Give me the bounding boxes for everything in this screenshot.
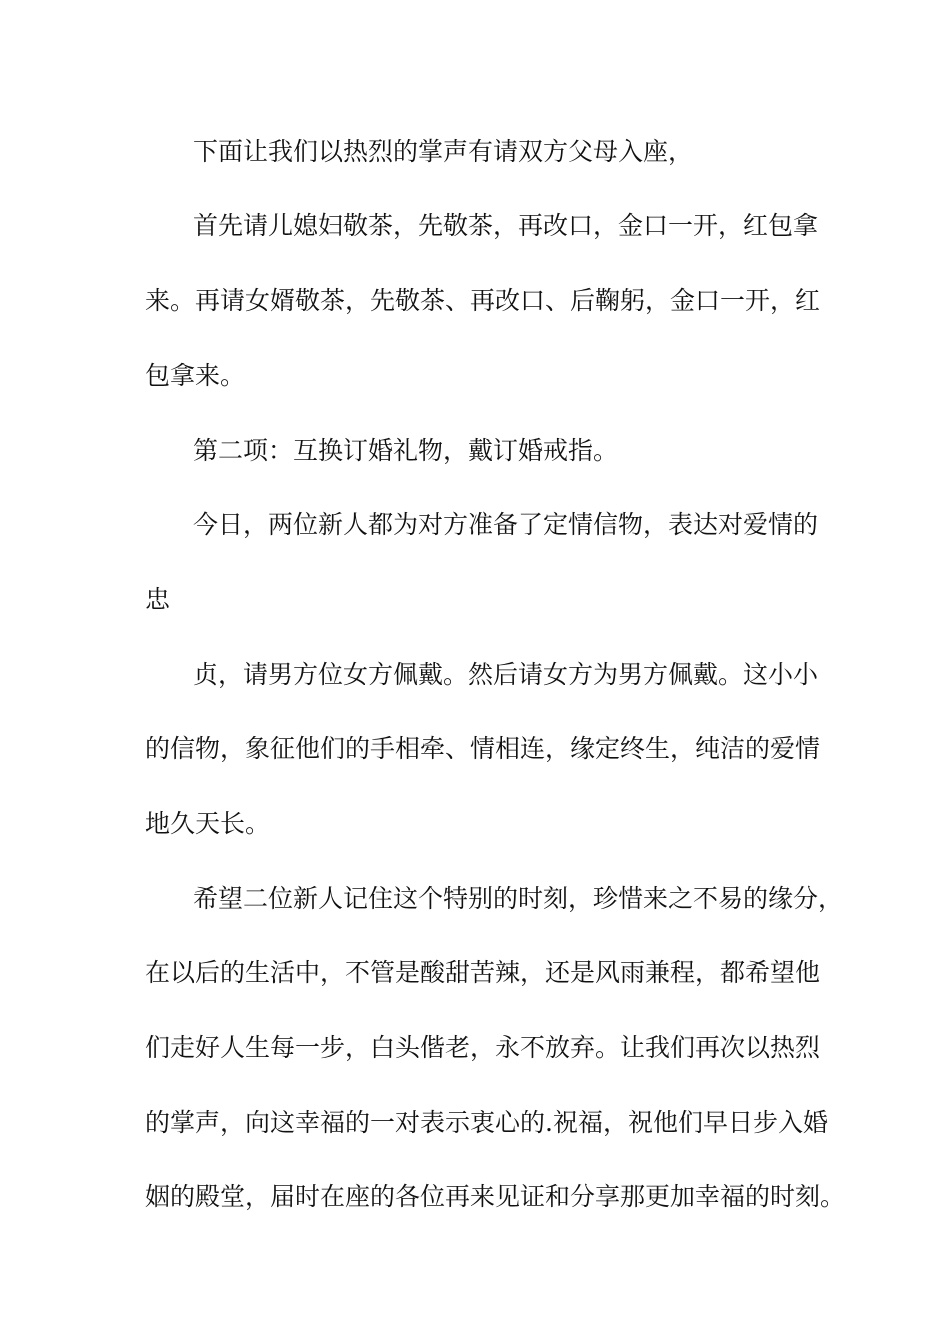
text-line-6: 今日，两位新人都为对方准备了定情信物，表达对爱情的	[193, 510, 819, 539]
text-line-8: 贞，请男方位女方佩戴。然后请女方为男方佩戴。这小小	[193, 660, 819, 689]
text-line-5: 第二项：互换订婚礼物，戴订婚戒指。	[193, 436, 619, 465]
text-line-13: 们走好人生每一步，白头偕老，永不放弃。让我们再次以热烈	[145, 1033, 821, 1062]
text-line-12: 在以后的生活中，不管是酸甜苦辣，还是风雨兼程，都希望他	[145, 958, 821, 987]
text-line-15: 姻的殿堂，届时在座的各位再来见证和分享那更加幸福的时刻。	[145, 1182, 846, 1211]
text-line-2: 首先请儿媳妇敬茶，先敬茶，再改口，金口一开，红包拿	[193, 211, 819, 240]
text-line-1: 下面让我们以热烈的掌声有请双方父母入座，	[193, 137, 694, 166]
text-line-3: 来。再请女婿敬茶，先敬茶、再改口、后鞠躬，金口一开，红	[145, 286, 821, 315]
text-line-11: 希望二位新人记住这个特别的时刻，珍惜来之不易的缘分，	[193, 884, 844, 913]
text-line-14: 的掌声，向这幸福的一对表示衷心的.祝福，祝他们早日步入婚	[145, 1108, 828, 1137]
text-line-4: 包拿来。	[145, 361, 246, 390]
text-line-10: 地久天长。	[145, 809, 271, 838]
text-line-9: 的信物，象征他们的手相牵、情相连，缘定终生，纯洁的爱情	[145, 734, 821, 763]
text-line-7: 忠	[145, 585, 171, 614]
